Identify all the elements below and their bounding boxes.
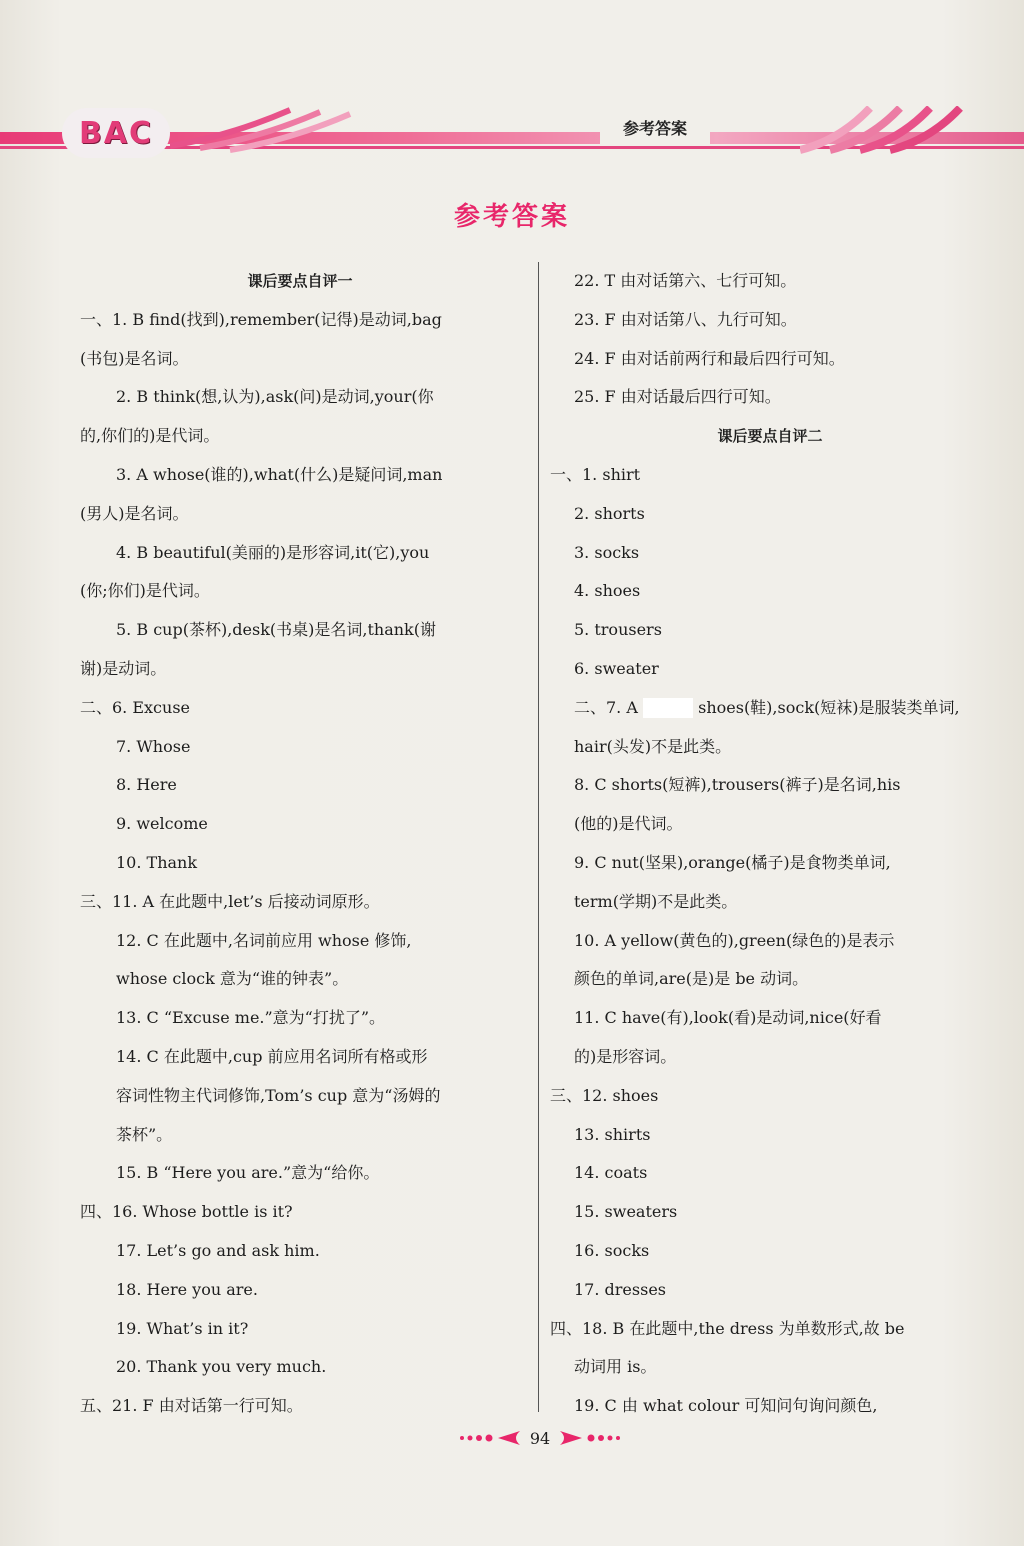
- answer-line: 20. Thank you very much.: [116, 1357, 327, 1377]
- answer-line: 15. sweaters: [574, 1202, 678, 1222]
- page-footer: [440, 1420, 640, 1456]
- answer-line: 24. F 由对话前两行和最后四行可知。: [574, 348, 845, 368]
- answer-line: 4. B beautiful(美丽的)是形容词,it(它),you: [116, 542, 430, 562]
- answer-line: 容词性物主代词修饰,Tom’s cup 意为“汤姆的: [116, 1085, 441, 1105]
- answer-label: 二、7. A: [574, 697, 638, 717]
- redaction-box: [643, 698, 693, 718]
- answer-line: 一、1. shirt: [550, 464, 641, 484]
- right-column: [550, 262, 990, 1426]
- logo-text: BAC: [78, 115, 154, 151]
- page-header: [0, 108, 1024, 158]
- answer-line: 8. Here: [116, 775, 177, 795]
- answer-line: 23. F 由对话第八、九行可知。: [574, 309, 797, 329]
- answer-line: 2. B think(想,认为),ask(问)是动词,your(你: [116, 387, 434, 407]
- answer-line: 二、6. Excuse: [80, 697, 191, 717]
- answer-line: 3. socks: [574, 542, 640, 562]
- answer-line: [550, 689, 990, 728]
- right-arrow-icon: [558, 1430, 622, 1446]
- answer-line: (他的)是代词。: [574, 814, 683, 834]
- answer-line: 9. C nut(坚果),orange(橘子)是食物类单词,: [574, 852, 891, 872]
- answer-line: 17. dresses: [574, 1279, 666, 1299]
- answer-line: whose clock 意为“谁的钟表”。: [116, 969, 349, 989]
- answer-line: hair(头发)不是此类。: [574, 736, 732, 756]
- answer-line: 10. A yellow(黄色的),green(绿色的)是表示: [574, 930, 895, 950]
- answer-line: 茶杯”。: [116, 1124, 173, 1144]
- answer-line: 18. Here you are.: [116, 1279, 258, 1299]
- answer-explanation: shoes(鞋),sock(短袜)是服装类单词,: [698, 697, 960, 717]
- answer-line: 的,你们的)是代词。: [80, 426, 220, 446]
- answer-line: 10. Thank: [116, 852, 198, 872]
- answer-line: 8. C shorts(短裤),trousers(裤子)是名词,his: [574, 775, 901, 795]
- answer-line: 动词用 is。: [574, 1357, 657, 1377]
- answer-line: 5. B cup(茶杯),desk(书桌)是名词,thank(谢: [116, 620, 436, 640]
- left-stripes-decoration: [170, 106, 380, 158]
- answer-line: 四、18. B 在此题中,the dress 为单数形式,故 be: [550, 1318, 905, 1338]
- answer-line: 谢)是动词。: [80, 658, 167, 678]
- answer-line: 17. Let’s go and ask him.: [116, 1240, 320, 1260]
- answer-line: 19. C 由 what colour 可知问句询问颜色,: [574, 1396, 878, 1416]
- section-heading: 课后要点自评二: [717, 427, 823, 446]
- answer-line: 13. C “Excuse me.”意为“打扰了”。: [116, 1008, 386, 1028]
- answer-line: 9. welcome: [116, 814, 208, 834]
- answer-line: 三、12. shoes: [550, 1085, 659, 1105]
- answer-line: 25. F 由对话最后四行可知。: [574, 387, 781, 407]
- answer-line: 四、16. Whose bottle is it?: [80, 1202, 293, 1222]
- answer-line: 的)是形容词。: [574, 1046, 677, 1066]
- answer-line: 22. T 由对话第六、七行可知。: [574, 271, 797, 290]
- answer-line: 16. socks: [574, 1240, 650, 1260]
- answer-line: 一、1. B find(找到),remember(记得)是动词,bag: [80, 309, 442, 329]
- answer-line: 7. Whose: [116, 736, 191, 756]
- left-column: [80, 262, 520, 1426]
- answer-line: 12. C 在此题中,名词前应用 whose 修饰,: [116, 930, 412, 950]
- answer-line: 13. shirts: [574, 1124, 651, 1144]
- section-heading: 课后要点自评一: [247, 272, 353, 290]
- header-title: 参考答案: [600, 114, 710, 144]
- answer-line: 6. sweater: [574, 658, 659, 678]
- answer-line: 4. shoes: [574, 581, 641, 601]
- answer-line: 2. shorts: [574, 503, 645, 523]
- answer-line: 14. C 在此题中,cup 前应用名词所有格或形: [116, 1046, 428, 1066]
- answer-line: 15. B “Here you are.”意为“给你。: [116, 1163, 380, 1183]
- answer-line: 14. coats: [574, 1163, 648, 1183]
- page-number: 94: [529, 1428, 551, 1448]
- right-stripes-decoration: [800, 106, 1024, 158]
- answer-line: 颜色的单词,are(是)是 be 动词。: [574, 969, 809, 989]
- bac-logo: [62, 108, 170, 158]
- answer-line: 5. trousers: [574, 620, 662, 640]
- answer-line: 五、21. F 由对话第一行可知。: [80, 1396, 303, 1416]
- answer-line: (书包)是名词。: [80, 348, 189, 368]
- main-title: 参考答案: [453, 202, 570, 232]
- answer-line: (男人)是名词。: [80, 503, 189, 523]
- column-divider: [538, 262, 539, 1412]
- left-arrow-icon: [458, 1430, 522, 1446]
- answer-line: term(学期)不是此类。: [574, 891, 738, 911]
- answer-line: 三、11. A 在此题中,let’s 后接动词原形。: [80, 891, 380, 911]
- answer-line: 11. C have(有),look(看)是动词,nice(好看: [574, 1008, 882, 1028]
- answer-line: (你;你们)是代词。: [80, 581, 210, 601]
- answer-line: 19. What’s in it?: [116, 1318, 249, 1338]
- answer-line: 3. A whose(谁的),what(什么)是疑问词,man: [116, 464, 443, 484]
